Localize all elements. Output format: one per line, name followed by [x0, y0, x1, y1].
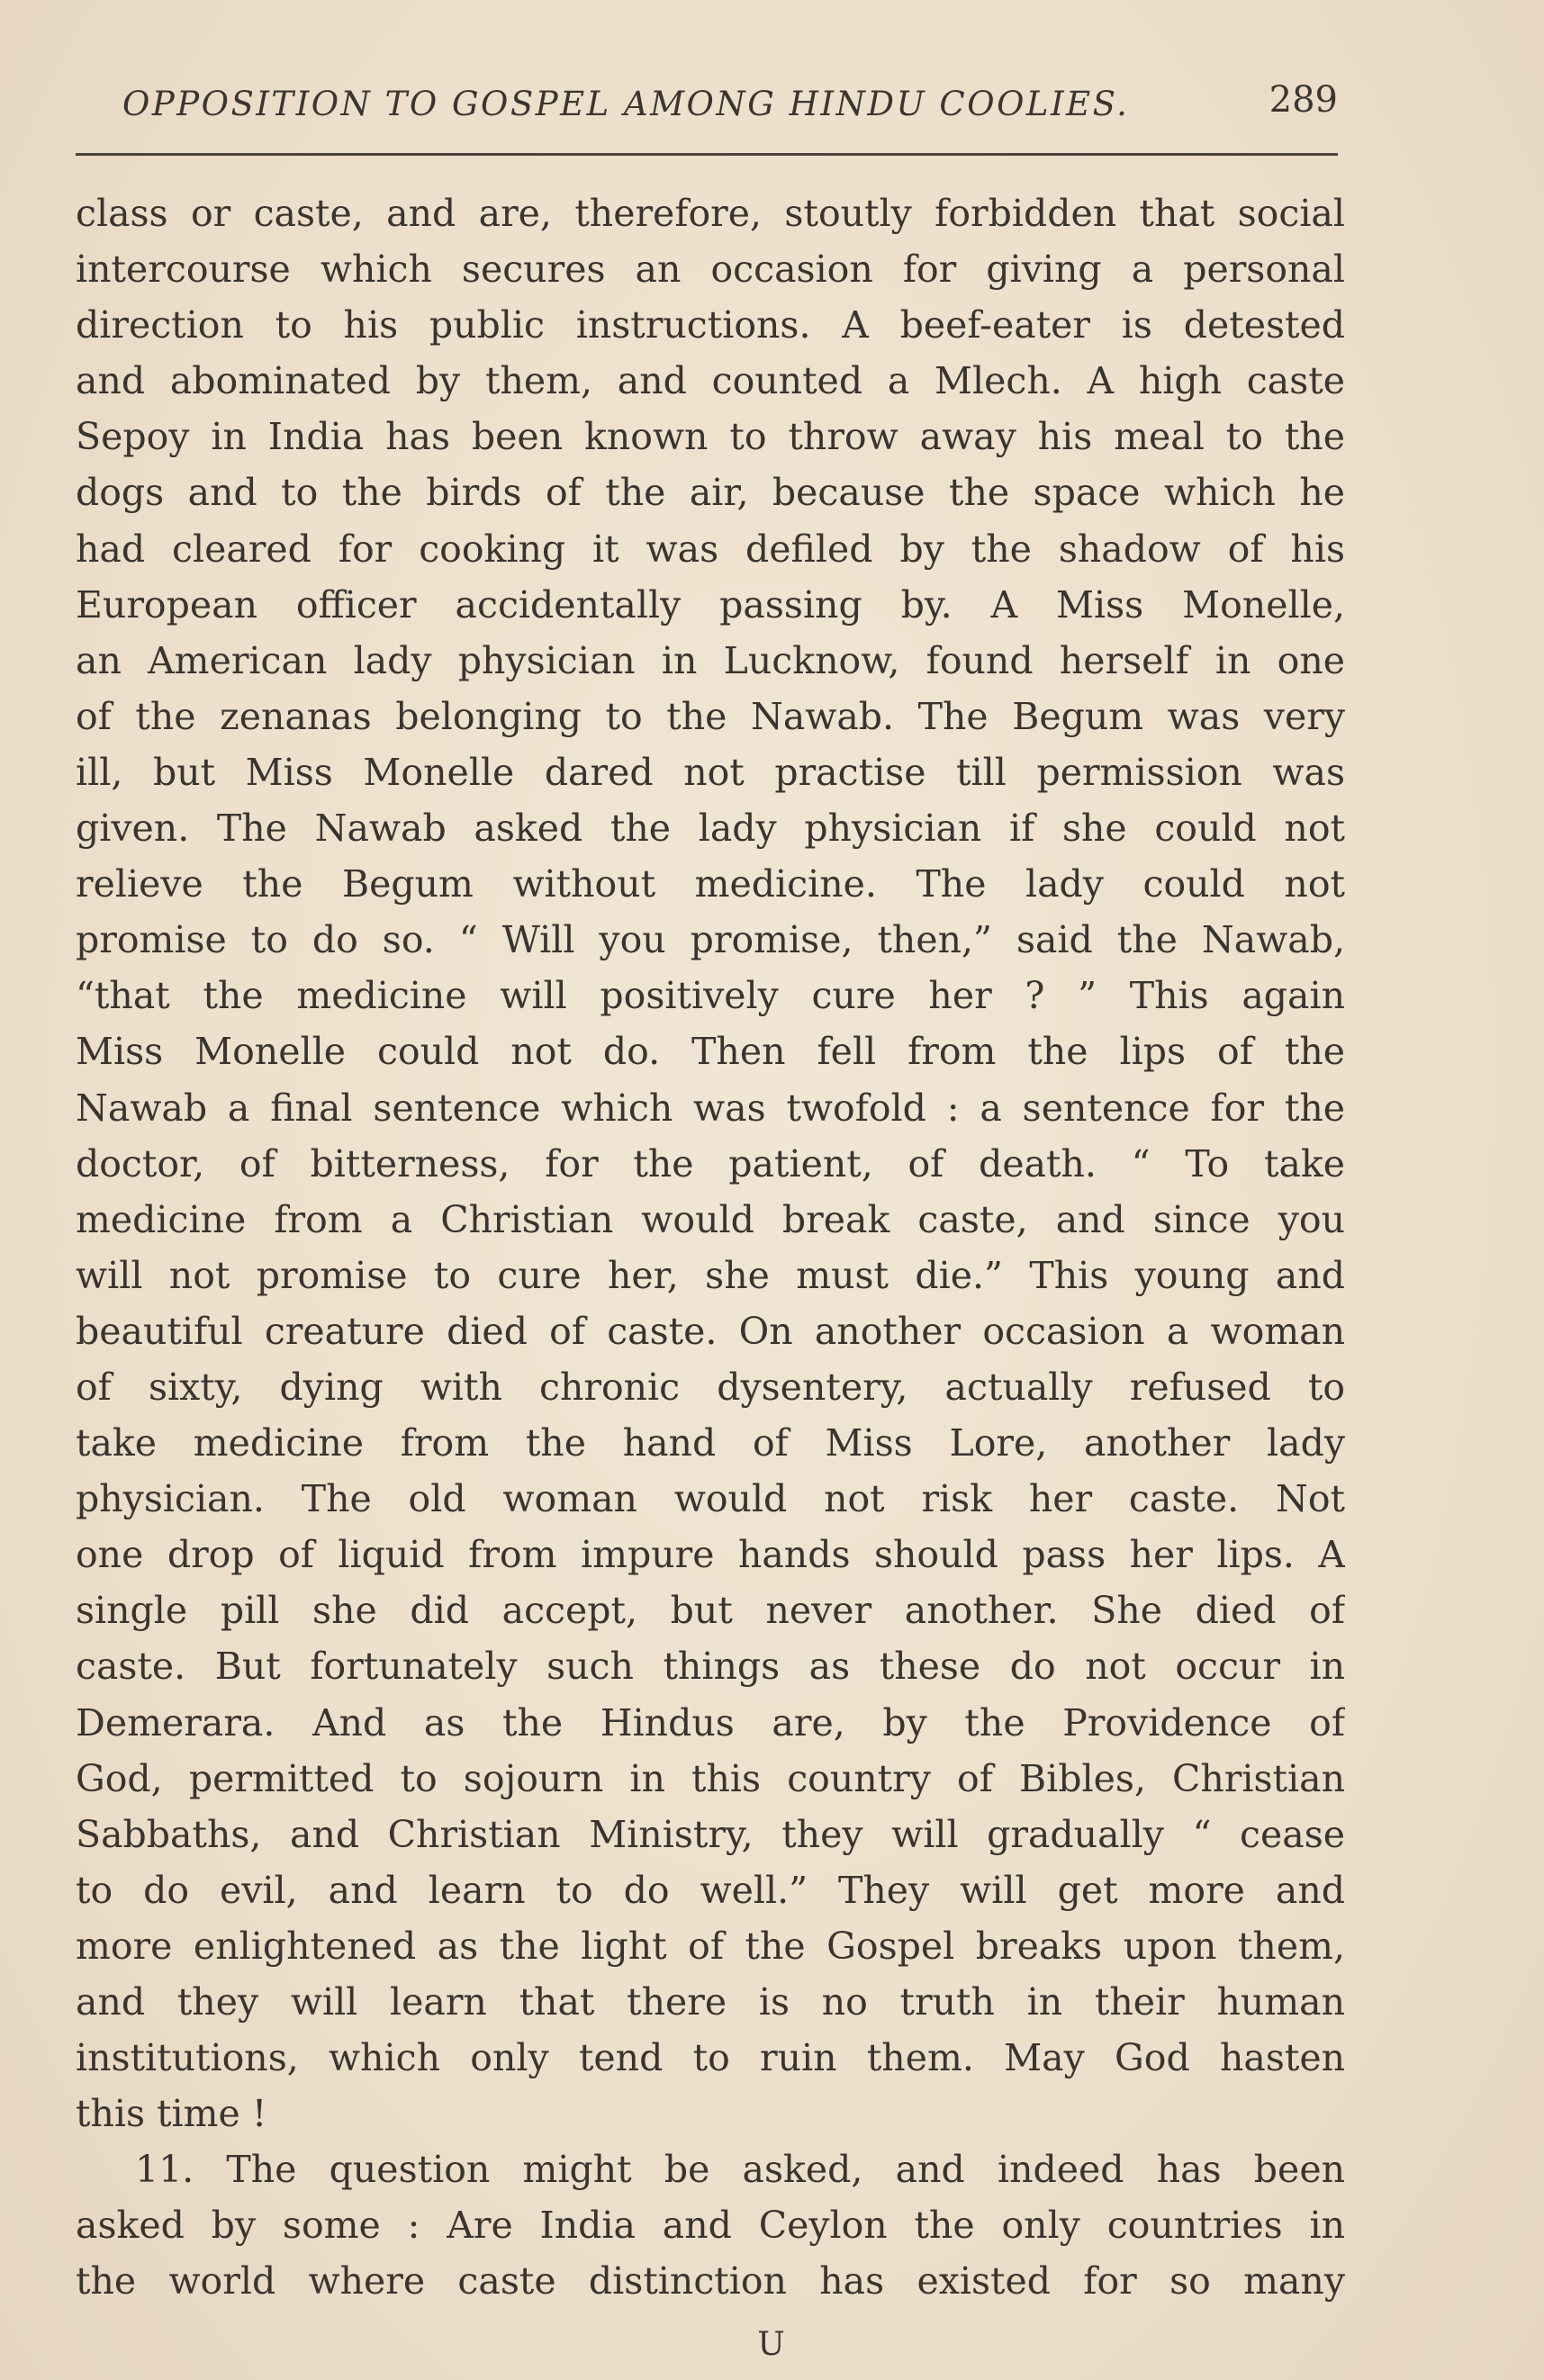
body-text	[76, 185, 1345, 2310]
text-line: of the zenanas belonging to the Nawab. The Begum was very	[76, 694, 1345, 738]
text-line: given. The Nawab asked the lady physician if she could not	[76, 807, 1345, 851]
text-line: an American lady physician in Lucknow, found herself in one	[76, 638, 1345, 682]
text-line: more enlightened as the light of the Gospel breaks upon them,	[76, 1924, 1345, 1968]
text-line: will not promise to cure her, she must die.” This young and	[76, 1253, 1345, 1297]
text-line: Sepoy in India has been known to throw away his meal to the	[76, 415, 1345, 459]
text-line: dogs and to the birds of the air, because the space which he	[76, 471, 1345, 515]
text-line: doctor, of bitterness, for the patient, of death. “ To take	[76, 1141, 1345, 1185]
text-line: 11. The question might be asked, and indeed has been	[135, 2148, 1345, 2192]
header-rule	[76, 153, 1338, 156]
text-line: the world where caste distinction has existed for so many	[76, 2259, 1345, 2303]
text-line: to do evil, and learn to do well.” They will get more and	[76, 1868, 1345, 1912]
text-line: European officer accidentally passing by. A Miss Monelle,	[76, 582, 1345, 627]
text-line: single pill she did accept, but never another. She died of	[76, 1589, 1345, 1633]
text-line: caste. But fortunately such things as these do not occur in	[76, 1645, 1345, 1689]
text-line: God, permitted to sojourn in this country of Bibles, Christian	[76, 1756, 1345, 1800]
text-line: direction to his public instructions. A beef-eater is detested	[76, 303, 1345, 347]
signature-mark: U	[757, 2326, 787, 2363]
text-line: institutions, which only tend to ruin them. May God hasten	[76, 2036, 1345, 2080]
text-line: and abominated by them, and counted a Mlech. A high caste	[76, 359, 1345, 403]
text-line: and they will learn that there is no truth in their human	[76, 1980, 1345, 2024]
text-line: Nawab a final sentence which was twofold : a sentence for the	[76, 1086, 1345, 1130]
text-line: take medicine from the hand of Miss Lore, another lady	[76, 1421, 1345, 1465]
text-line: had cleared for cooking it was defiled by the shadow of his	[76, 527, 1345, 571]
text-line: this time !	[76, 2092, 267, 2136]
text-line: Miss Monelle could not do. Then fell from the lips of the	[76, 1030, 1345, 1074]
text-line: beautiful creature died of caste. On another occasion a woman	[76, 1309, 1345, 1353]
page-number: 289	[1269, 79, 1338, 121]
text-line: intercourse which secures an occasion for giving a personal	[76, 248, 1345, 292]
text-line: asked by some : Are India and Ceylon the only countries in	[76, 2204, 1345, 2248]
text-line: Sabbaths, and Christian Ministry, they will gradually “ cease	[76, 1812, 1345, 1856]
text-line: class or caste, and are, therefore, stoutly forbidden that social	[76, 192, 1345, 235]
text-line: relieve the Begum without medicine. The lady could not	[76, 862, 1345, 906]
text-line: of sixty, dying with chronic dysentery, actually refused to	[76, 1365, 1345, 1409]
running-head: OPPOSITION TO GOSPEL AMONG HINDU COOLIES.	[122, 85, 1130, 123]
text-line: Demerara. And as the Hindus are, by the Providence of	[76, 1700, 1345, 1744]
text-line: physician. The old woman would not risk her caste. Not	[76, 1477, 1345, 1521]
text-line: one drop of liquid from impure hands should pass her lips. A	[76, 1533, 1345, 1577]
page-header	[76, 79, 1338, 142]
text-line: “that the medicine will positively cure her ? ” This again	[76, 974, 1345, 1018]
text-line: ill, but Miss Monelle dared not practise till permission was	[76, 750, 1345, 794]
text-line: promise to do so. “ Will you promise, then,” said the Nawab,	[76, 918, 1345, 962]
text-line: medicine from a Christian would break caste, and since you	[76, 1197, 1345, 1241]
